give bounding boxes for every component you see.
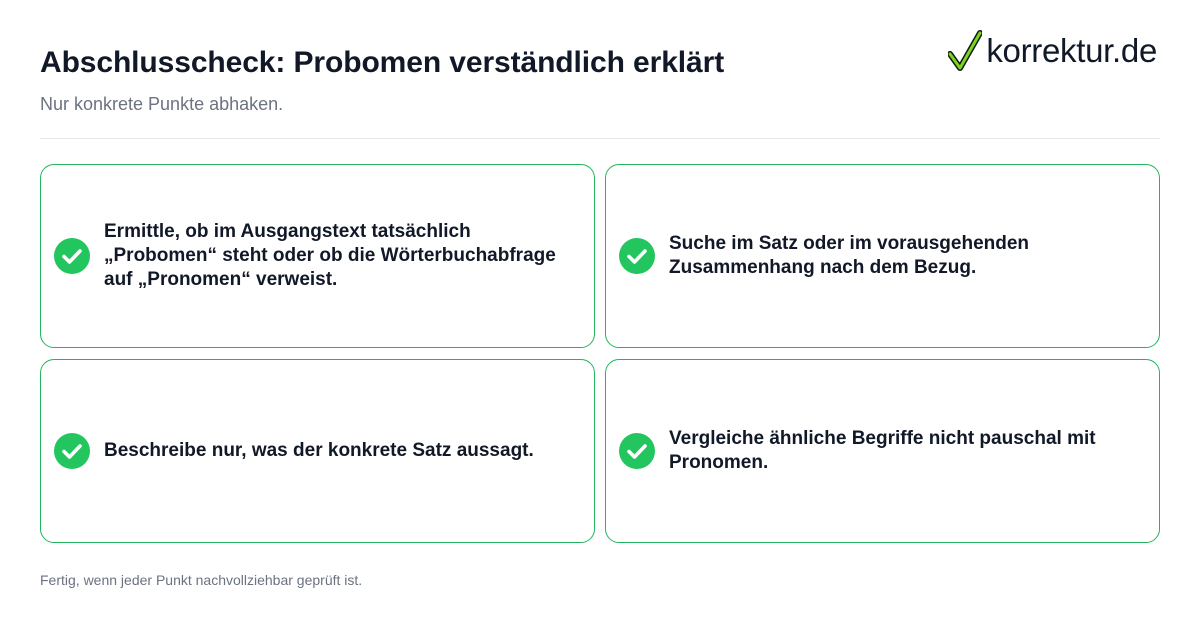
page-title: Abschlusscheck: Probomen verständlich erklärt (40, 46, 725, 79)
check-mark-icon (948, 30, 982, 72)
checklist-item-text: Beschreibe nur, was der konkrete Satz aussagt. (104, 440, 534, 461)
header-divider (40, 138, 1160, 139)
check-circle-icon (619, 238, 655, 274)
checklist-grid (40, 164, 1160, 543)
checklist-item (40, 359, 595, 543)
checklist-item (605, 164, 1160, 348)
page-subtitle: Nur konkrete Punkte abhaken. (40, 94, 284, 114)
checklist-item (605, 359, 1160, 543)
brand-name: korrektur.de (986, 32, 1157, 69)
check-circle-icon (619, 433, 655, 469)
checklist-item-text: Suche im Satz oder im vorausgehenden Zusammenhang nach dem Bezug. (669, 233, 1030, 278)
footer-note: Fertig, wenn jeder Punkt nachvollziehbar geprüft ist. (40, 572, 363, 588)
brand-logo (948, 30, 1157, 72)
check-circle-icon (54, 433, 90, 469)
checklist-item-text: Vergleiche ähnliche Begriffe nicht pauschal mit Pronomen. (669, 428, 1096, 473)
checklist-item (40, 164, 595, 348)
check-circle-icon (54, 238, 90, 274)
checklist-item-text: Ermittle, ob im Ausgangstext tatsächlich „Probomen“ steht oder ob die Wörterbuchabfrage auf „Pronomen“ verweist. (104, 221, 556, 290)
